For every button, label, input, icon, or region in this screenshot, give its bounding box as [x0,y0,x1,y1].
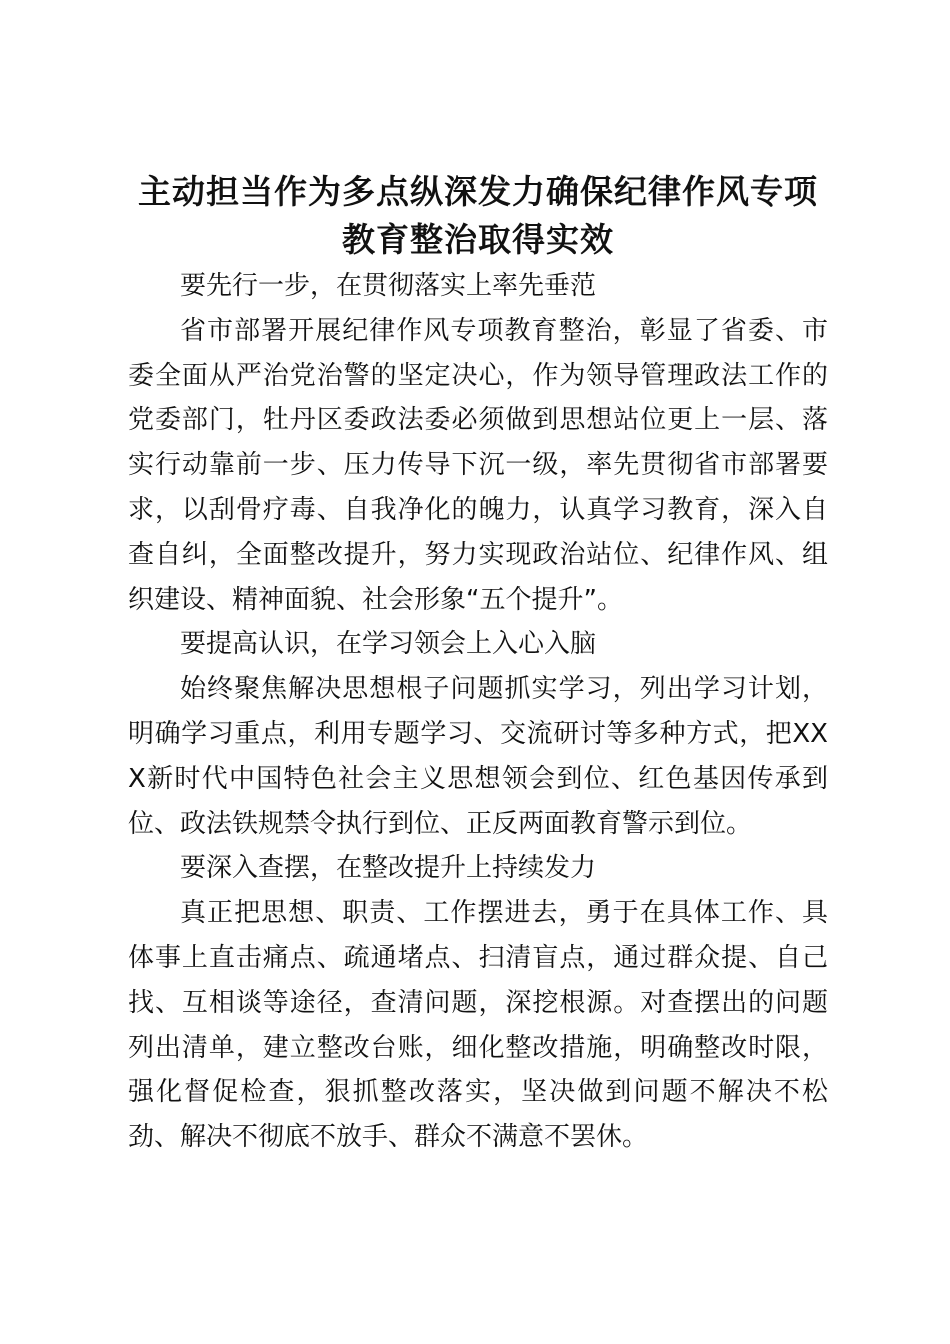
document-body [128,168,828,1160]
section-paragraph-3: 真正把思想、职责、工作摆进去，勇于在具体工作、具体事上直击痛点、疏通堵点、扫清盲点，通过群众提、自己找、互相谈等途径，查清问题，深挖根源。对查摆出的问题列出清单，建立整改台账，细化整改措施，明确整改时限，强化督促检查，狠抓整改落实，坚决做到问题不解决不松劲、解决不彻底不放手、群众不满意不罢休。 [128,898,828,1153]
section-heading-1: 要先行一步，在贯彻落实上率先垂范 [180,271,597,301]
section-paragraph-2: 始终聚焦解决思想根子问题抓实学习，列出学习计划，明确学习重点，利用专题学习、交流研讨等多种方式，把XXX新时代中国特色社会主义思想领会到位、红色基因传承到位、政法铁规禁令执行到位、正反两面教育警示到位。 [128,674,828,839]
section-paragraph-1: 省市部署开展纪律作风专项教育整治，彰显了省委、市委全面从严治党治警的坚定决心，作为领导管理政法工作的党委部门，牡丹区委政法委必须做到思想站位更上一层、落实行动靠前一步、压力传导下沉一级，率先贯彻省市部署要求，以刮骨疗毒、自我净化的魄力，认真学习教育，深入自查自纠，全面整改提升，努力实现政治站位、纪律作风、组织建设、精神面貌、社会形象“五个提升”。 [128,315,828,615]
document-title: 主动担当作为多点纵深发力确保纪律作风专项教育整治取得实效 [138,172,818,259]
section-heading-3: 要深入查摆，在整改提升上持续发力 [180,853,597,884]
section-heading-2: 要提高认识，在学习领会上入心入脑 [180,629,597,660]
